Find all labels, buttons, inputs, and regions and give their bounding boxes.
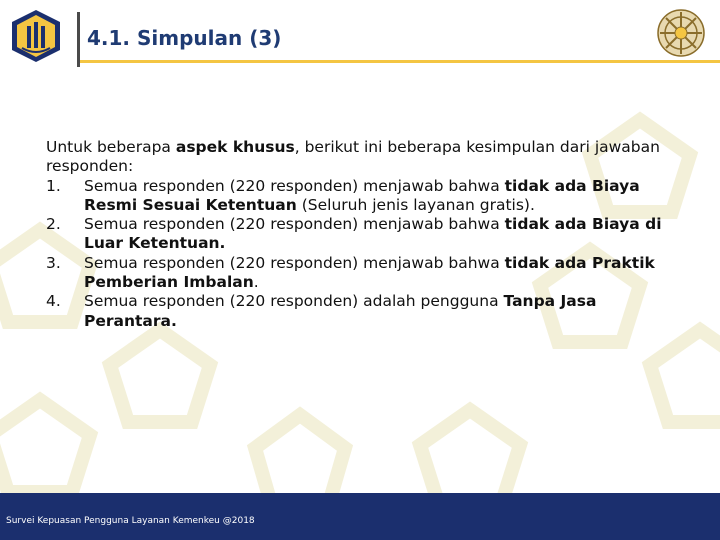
list-item bbox=[46, 215, 678, 254]
page-number: 51 bbox=[650, 481, 659, 489]
university-seal-icon bbox=[656, 8, 706, 58]
list-item-emphasis: tidak ada Praktik Pemberian Imbalan bbox=[84, 253, 655, 292]
kemenkeu-emblem-icon bbox=[10, 8, 62, 64]
intro-text: Untuk beberapa bbox=[46, 138, 176, 156]
slide-body bbox=[46, 138, 678, 331]
list-item bbox=[46, 292, 678, 331]
list-item-number: 2. bbox=[46, 215, 61, 234]
slide-title: 4.1. Simpulan (3) bbox=[87, 26, 282, 50]
list-item-number: 1. bbox=[46, 176, 61, 195]
list-item-text-end: . bbox=[253, 273, 259, 292]
slide-header bbox=[0, 0, 720, 75]
intro-emphasis: aspek khusus bbox=[175, 138, 295, 156]
list-item-text: Semua responden (220 responden) menjawab bahwa bbox=[84, 253, 505, 272]
list-item-text: Semua responden (220 responden) menjawab bahwa bbox=[84, 176, 505, 195]
list-item-emphasis: Tanpa Jasa Perantara. bbox=[84, 292, 597, 330]
list-item-text: Semua responden (220 responden) menjawab bahwa bbox=[84, 215, 505, 234]
intro-text-continued: , berikut ini beberapa kesimpulan dari jawaban responden: bbox=[46, 138, 660, 176]
list-item-emphasis: tidak ada Biaya Resmi Sesuai Ketentuan bbox=[84, 176, 640, 214]
list-item-text-end: (Seluruh jenis layanan gratis). bbox=[296, 195, 535, 214]
header-divider bbox=[77, 12, 80, 67]
list-item-text: Semua responden (220 responden) adalah pengguna bbox=[84, 292, 504, 311]
list-item-number: 4. bbox=[46, 292, 61, 311]
list-item-emphasis: tidak ada Biaya di Luar Ketentuan. bbox=[84, 215, 662, 253]
conclusion-list bbox=[46, 177, 678, 331]
list-item bbox=[46, 254, 678, 293]
intro-paragraph bbox=[46, 138, 678, 177]
list-item-number: 3. bbox=[46, 253, 61, 272]
footer-text: Survei Kepuasan Pengguna Layanan Kemenkeu @2018 bbox=[6, 516, 255, 526]
header-gold-rule bbox=[80, 60, 720, 63]
list-item bbox=[46, 177, 678, 216]
